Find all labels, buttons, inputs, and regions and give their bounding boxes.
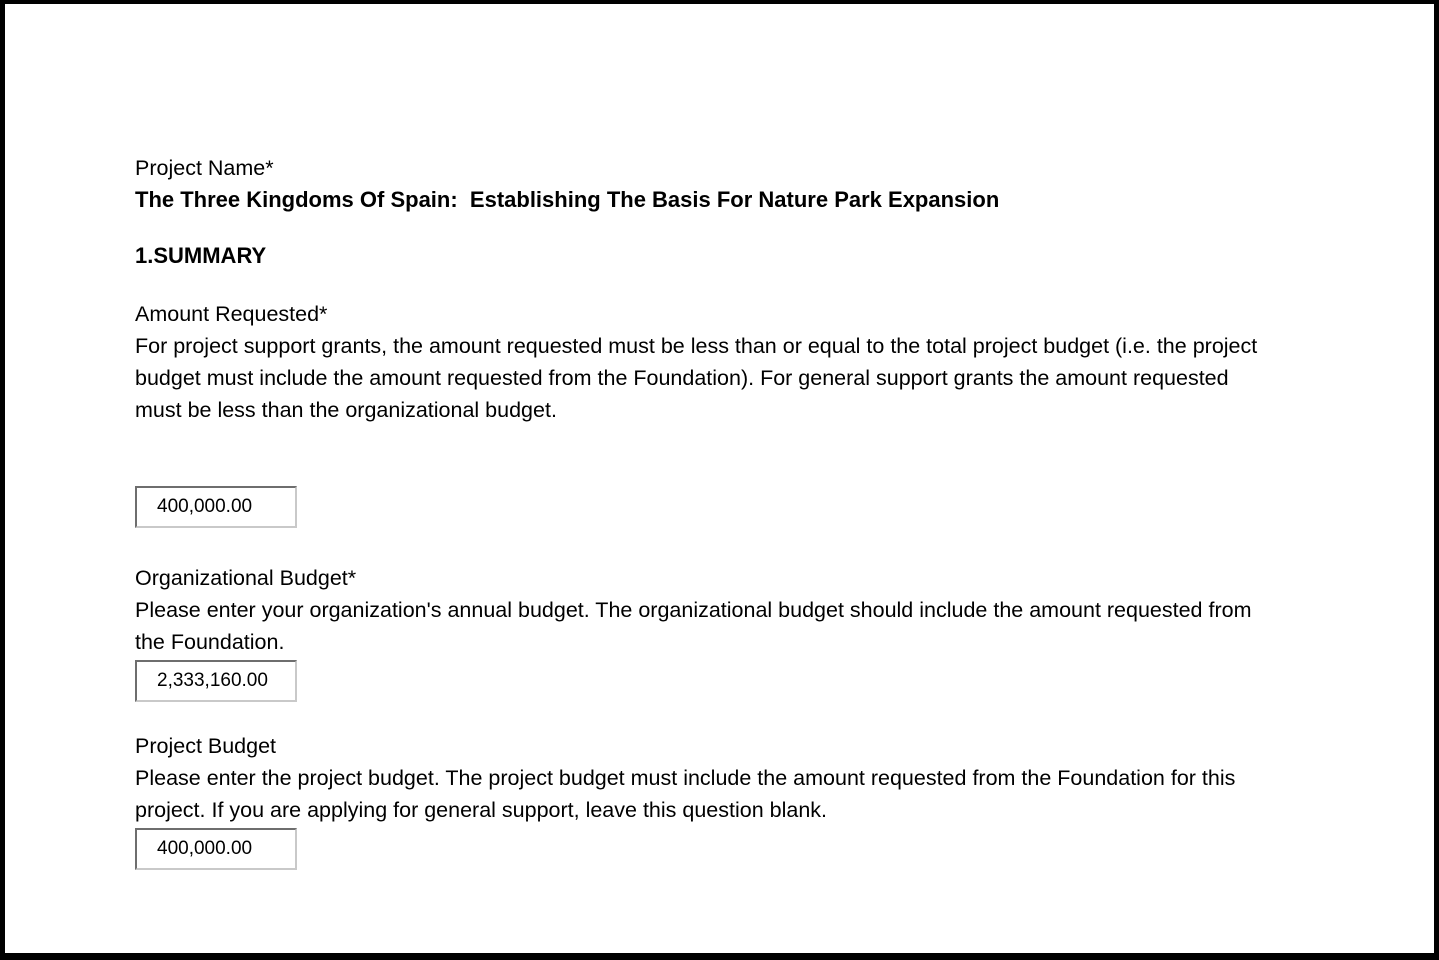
project-budget-input[interactable] [135, 828, 297, 870]
project-budget-section [135, 730, 1265, 870]
summary-heading: 1.SUMMARY [135, 243, 267, 268]
amount-requested-description: For project support grants, the amount requested must be less than or equal to the total project budget (i.e. the project budget must include the amount requested from the Foundation). For general support grants the amount requested must be less than the organizational budget. [135, 334, 1258, 422]
project-budget-label: Project Budget [135, 734, 277, 758]
organizational-budget-label: Organizational Budget* [135, 566, 357, 590]
amount-requested-label: Amount Requested* [135, 302, 328, 326]
project-name-value: The Three Kingdoms Of Spain: Establishing The Basis For Nature Park Expansion [135, 187, 1000, 212]
organizational-budget-input[interactable] [135, 660, 297, 702]
project-budget-description: Please enter the project budget. The project budget must include the amount requested from the Foundation for this project. If you are applying for general support, leave this question blank. [135, 766, 1236, 822]
project-name-block [135, 152, 1265, 216]
amount-requested-input[interactable] [135, 486, 297, 528]
organizational-budget-section [135, 562, 1265, 702]
amount-requested-section [135, 298, 1265, 528]
form-content [135, 152, 1265, 870]
organizational-budget-description: Please enter your organization's annual budget. The organizational budget should include the amount requested from the Foundation. [135, 598, 1252, 654]
project-name-label: Project Name* [135, 156, 274, 180]
